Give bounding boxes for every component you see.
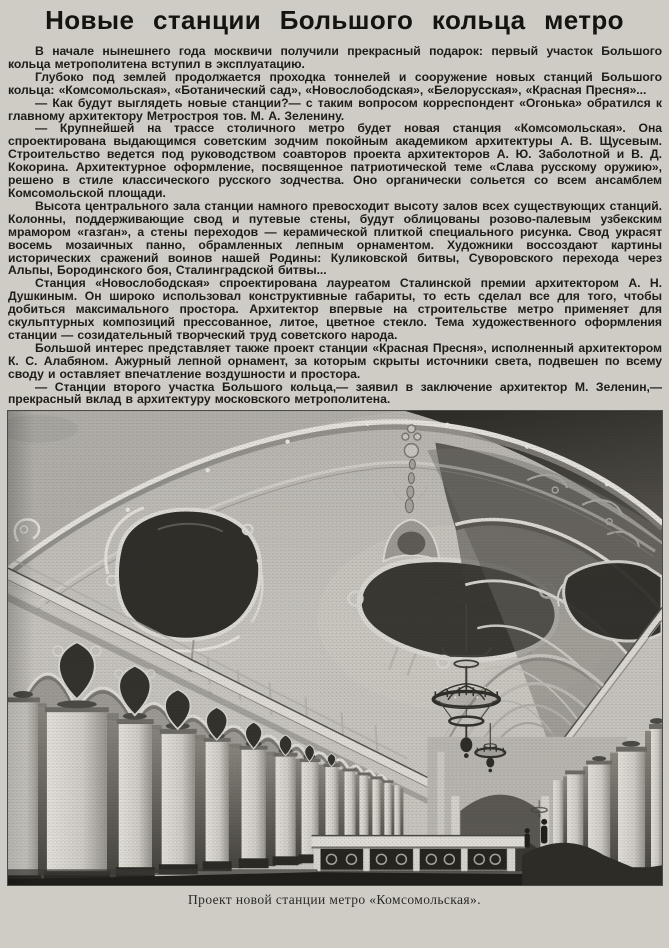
photo-caption: Проект новой станции метро «Комсомольская». xyxy=(188,892,481,908)
article-paragraph: — Станции второго участка Большого кольца,— заявил в заключение архитектор М. Зеленин,— прекрасный вклад в архитектуру московского метрополитена. xyxy=(8,379,662,407)
article-paragraph: Большой интерес представляет также проект станции «Красная Пресня», исполненный архитектором К. С. Алабяном. Ажурный лепной орнамент, за которым скрыты источники света, подвешен по всему своду и оставляет впечатление воздушности и простора. xyxy=(8,340,662,381)
station-illustration xyxy=(8,411,662,885)
article-paragraph: Станция «Новослободская» спроектирована лауреатом Сталинской премии архитектором А. Н. Душкиным. Он широко использовал конструктивные габариты, то есть сделал все для того, чтобы добиться максимального простора. Архитектор впервые на строительстве метро применяет для скульптурных композиций прессованное, литое, цветное стекло. Тема художественного оформления станции — созидательный творческий труд советского народа. xyxy=(8,276,662,342)
article-paragraph: Высота центрального зала станции намного превосходит высоту залов всех существующих станций. Колонны, поддерживающие свод и путевые стены, будут облицованы розово-палевым узбекским мрамором «газган», а стены переходов — керамической плиткой специального рисунка. Свод украсят восемь мозаичных панно, обрамленных лепным орнаментом. Художники воссоздают картины исторических сражений воинов нашей Родины: Куликовской битвы, Суворовского перехода через Альпы, Бородинского боя, Сталинградской битвы... xyxy=(8,198,662,278)
article-title: Новые станции Большого кольца метро xyxy=(45,5,624,35)
article-paragraph: — Как будут выглядеть новые станции?— с таким вопросом корреспондент «Огонька» обратился к главному архитектору Метростроя тов. М. А. Зеленину. xyxy=(8,95,662,123)
edge-vignette xyxy=(8,411,34,885)
scanline-texture xyxy=(8,411,662,885)
station-photo xyxy=(7,410,663,886)
article-paragraph: — Крупнейшей на трассе столичного метро будет новая станция «Комсомольская». Она спроектирована выдающимся советским зодчим покойным академиком архитектуры А. В. Щусевым. Строительство ведется под руководством соавторов проекта архитекторов А. Ю. Заболотной и В. Д. Кокорина. Архитектурное оформление, посвященное патриотической теме «Слава русскому оружию», решено в стиле классического русского зодчества. Оно органически сольется со всем ансамблем Комсомольской площади. xyxy=(8,121,662,200)
article-body xyxy=(8,45,662,406)
article-paragraph: В начале нынешнего года москвичи получили прекрасный подарок: первый участок Большого кольца метрополитена вступил в эксплуатацию. xyxy=(8,44,662,71)
article-paragraph: Глубоко под землей продолжается проходка тоннелей и сооружение новых станций Большого кольца: «Комсомольская», «Ботанический сад», «Новослободская», «Белорусская», «Красная Пресня»... xyxy=(8,69,662,97)
